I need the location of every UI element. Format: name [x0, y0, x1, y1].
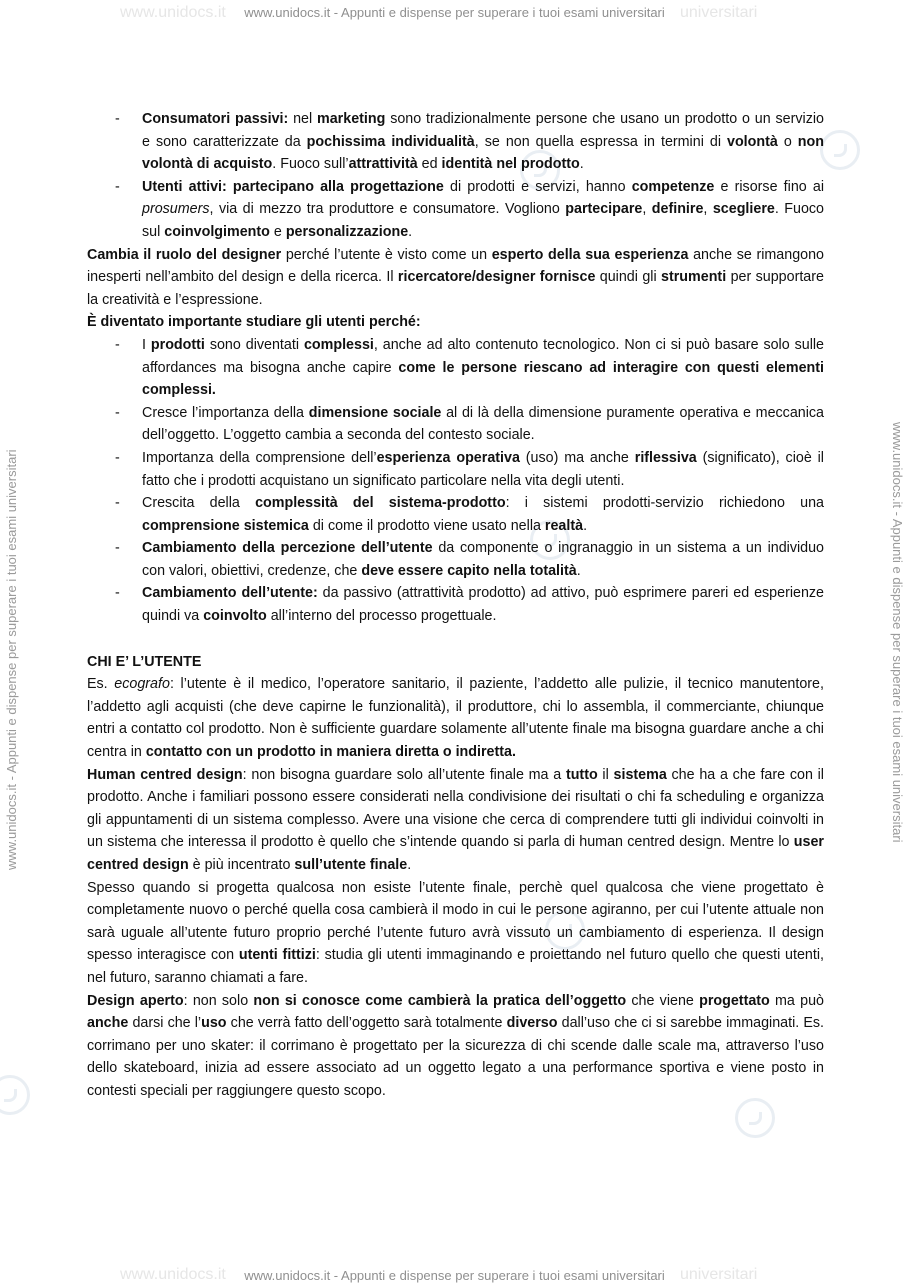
ghost-watermark-bottom-right: universitari — [680, 1266, 758, 1283]
bullet-dash: - — [115, 540, 120, 557]
paragraph-open-design: Design aperto: non solo non si conosce come cambierà la pratica dell’oggetto che viene progettato ma può anche darsi che l’uso che verrà fatto dell’oggetto sarà totalmente diverso dall’uso che ci si sarebbe immaginati. Es. corrimano per uno skater: il corrimano è progettato per la sicurezza di chi scende dalle scale ma, attraverso l’uso dello skateboard, inizia ad essere associato ad un oggetto legato a una performance sportiva e viene posto in contesti speciali per raggiungere questo scopo. — [87, 992, 825, 1099]
unidocs-logo-icon — [735, 1098, 775, 1138]
paragraph-future-users: Spesso quando si progetta qualcosa non esiste l’utente finale, perchè quel qualcosa che viene progettato è completamente nuovo o perché quella cosa cambierà il modo in cui le persone agiranno, per cui l’utente attuale non sarà uguale all’utente futuro proprio perché l’utente futuro avrà vissuto un cambiamento di esperienza. Il design spesso interagisce con utenti fittizi: studia gli utenti immaginando e proiettando nel futuro quello che questi utenti, nel futuro, saranno chiamati a fare. — [87, 879, 824, 986]
bullet-dash: - — [115, 336, 120, 353]
bullet-dash: - — [115, 585, 120, 602]
section-heading — [87, 651, 824, 674]
list-item — [87, 402, 824, 447]
item-text: Crescita della complessità del sistema-prodotto: i sistemi prodotti-servizio richiedono una comprensione sistemica di come il prodotto viene usato nella realtà. — [142, 495, 824, 534]
item-text: di prodotti e servizi, hanno competenze e risorse fino ai prosumers, via di mezzo tra produttore e consumatore. Vogliono partecipare, definire, scegliere. Fuoco sul coinvolgimento e personalizzazione. — [142, 178, 824, 240]
watermark-right: www.unidocs.it - Appunti e dispense per superare i tuoi esami universitari — [890, 422, 905, 843]
item-text: nel marketing sono tradizionalmente persone che usano un prodotto o un servizio e sono caratterizzate da pochissima individualità, se non quella espressa in termini di volontà o non volontà di acquisto. Fuoco sull’attrattività ed identità nel prodotto. — [142, 111, 824, 173]
item-lead: Utenti attivi: partecipano alla progettazione — [142, 178, 444, 195]
list-item — [87, 492, 824, 537]
document-body — [87, 108, 824, 1103]
bullet-dash: - — [115, 495, 120, 512]
bullet-dash: - — [115, 449, 120, 466]
watermark-top: www.unidocs.it - Appunti e dispense per superare i tuoi esami universitari — [244, 5, 665, 20]
unidocs-logo-icon — [820, 130, 860, 170]
paragraph-designer-role: Cambia il ruolo del designer perché l’utente è visto come un esperto della sua esperienza anche se rimangono inesperti nell’ambito del design e della ricerca. Il ricercatore/designer fornisce quindi gli strumenti per supportare la creatività e l’espressione. — [87, 246, 825, 308]
item-text: Cambiamento dell’utente: da passivo (attrattività prodotto) ad attivo, può esprimere pareri ed esperienze quindi va coinvolto all’interno del processo progettuale. — [142, 585, 825, 625]
ghost-watermark-top-left: www.unidocs.it — [120, 4, 226, 21]
paragraph-why-study-users: È diventato importante studiare gli utenti perché: — [87, 314, 421, 331]
list-item — [87, 334, 824, 402]
list-item — [87, 176, 824, 244]
item-text: Importanza della comprensione dell’esperienza operativa (uso) ma anche riflessiva (significato), cioè il fatto che i prodotti acquistano un significato particolare nella vita degli utenti. — [142, 449, 824, 489]
item-lead: Consumatori passivi: — [142, 111, 289, 127]
spacer — [87, 628, 824, 651]
user-types-list — [87, 108, 824, 244]
paragraph-ecografo: Es. ecografo: l’utente è il medico, l’operatore sanitario, il paziente, l’addetto alle pulizie, il tecnico manutentore, l’addetto agli acquisti (che deve capirne le funzionalità), il produttore, chi lo assembla, il commerciante, chiunque entri a contatto col prodotto. Non è sufficiente guardare solamente all’utente finale ma bisogna guardare anche a chi centra in contatto con un prodotto in maniera diretta o indiretta. — [87, 676, 824, 761]
heading-text: CHI E’ L’UTENTE — [87, 653, 202, 670]
ghost-watermark-top-right: universitari — [680, 4, 758, 21]
list-item — [87, 537, 824, 582]
bullet-dash: - — [115, 178, 120, 195]
item-text: Cresce l’importanza della dimensione sociale al di là della dimensione puramente operativa e meccanica dell’oggetto. L’oggetto cambia a seconda del contesto sociale. — [142, 404, 825, 444]
list-item — [87, 582, 824, 627]
list-item — [87, 108, 824, 176]
watermark-left: www.unidocs.it - Appunti e dispense per superare i tuoi esami universitari — [4, 449, 19, 870]
bullet-dash: - — [115, 404, 120, 421]
paragraph-human-centred-design: Human centred design: non bisogna guardare solo all’utente finale ma a tutto il sistema che ha a che fare con il prodotto. Anche i familiari possono essere considerati nella condivisione dei risultati o chi fa scheduling e organizza gli appuntamenti di un sistema complesso. Avere una visione che cerca di comprendere tutti gli individui coinvolti in un sistema che interessa il prodotto è quello che s’intende quando si parla di human centred design. Mentre lo user centred design è più incentrato sull’utente finale. — [87, 766, 824, 873]
item-text: Cambiamento della percezione dell’utente da componente o ingranaggio in un sistema a un individuo con valori, obiettivi, credenze, che deve essere capito nella totalità. — [142, 540, 825, 579]
list-item — [87, 447, 824, 492]
bullet-dash: - — [115, 111, 120, 127]
watermark-bottom: www.unidocs.it - Appunti e dispense per superare i tuoi esami universitari — [244, 1268, 665, 1283]
reasons-list — [87, 334, 824, 628]
ghost-watermark-bottom-left: www.unidocs.it — [120, 1266, 226, 1283]
item-text: I prodotti sono diventati complessi, anche ad alto contenuto tecnologico. Non ci si può basare solo sulle affordances ma bisogna anche capire come le persone riescano ad interagire con questi elementi complessi. — [142, 336, 824, 399]
unidocs-logo-icon — [0, 1075, 30, 1115]
